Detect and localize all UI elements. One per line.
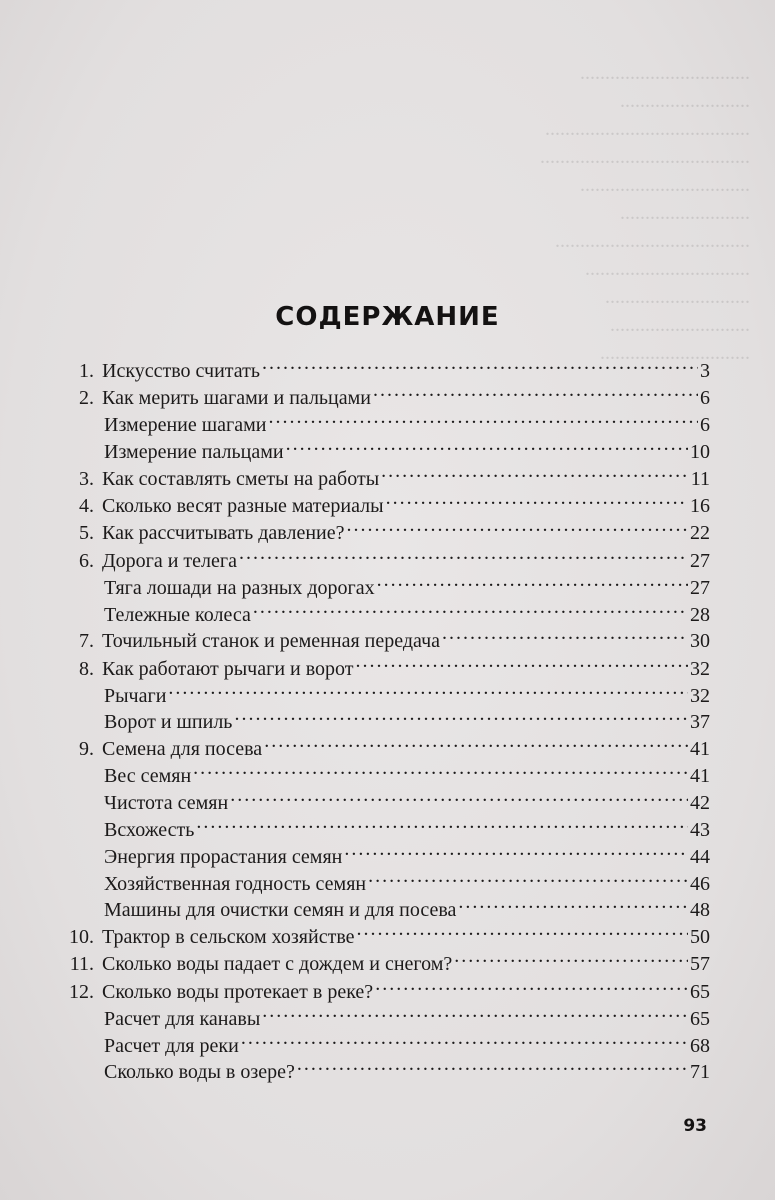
page-number: 93 bbox=[683, 1116, 707, 1136]
dot-leader bbox=[268, 404, 698, 431]
toc-entry-page: 22 bbox=[690, 522, 710, 545]
dot-leader bbox=[262, 998, 688, 1025]
toc-entry-number: 4. bbox=[79, 495, 94, 518]
toc-entry-page: 30 bbox=[690, 630, 710, 653]
toc-subentry-title: Сколько воды в озере? bbox=[104, 1061, 295, 1084]
toc-subentry bbox=[104, 755, 710, 788]
dot-leader bbox=[196, 809, 688, 836]
toc-subentry-page: 44 bbox=[690, 845, 710, 868]
toc-entry-page: 3 bbox=[700, 360, 710, 382]
toc-entry-title: Точильный станок и ременная передача bbox=[102, 630, 441, 653]
toc-entry-title: Трактор в сельском хозяйстве bbox=[102, 926, 355, 949]
dot-leader bbox=[253, 594, 688, 621]
toc-subentry-page: 6 bbox=[700, 414, 710, 437]
toc-subentry bbox=[104, 675, 710, 707]
toc-entry-title: Сколько весят разные материалы bbox=[102, 495, 384, 518]
dot-leader bbox=[375, 971, 688, 998]
toc-subentry-page: 42 bbox=[690, 792, 710, 815]
dot-leader bbox=[262, 350, 698, 377]
toc-entry-title: Как мерить шагами и пальцами bbox=[102, 387, 371, 410]
toc-entry-number: 7. bbox=[79, 630, 94, 653]
toc-entry-number: 3. bbox=[79, 467, 94, 490]
table-of-contents bbox=[60, 350, 710, 1084]
toc-entry-page: 65 bbox=[690, 980, 710, 1003]
toc-entry-number: 2. bbox=[79, 387, 94, 410]
toc-subentry-page: 71 bbox=[690, 1061, 710, 1084]
toc-subentry-title: Машины для очистки семян и для посева bbox=[104, 899, 457, 922]
dot-leader bbox=[357, 916, 688, 943]
toc-subentry-page: 46 bbox=[690, 872, 710, 895]
toc-subentry-page: 65 bbox=[690, 1007, 710, 1030]
toc-subentry-title: Тележные колеса bbox=[104, 603, 251, 626]
dot-leader bbox=[368, 863, 688, 890]
toc-entry-title: Искусство считать bbox=[102, 360, 260, 382]
dot-leader bbox=[356, 648, 688, 675]
toc-entry-page: 57 bbox=[690, 953, 710, 976]
toc-entry-title: Как составлять сметы на работы bbox=[102, 467, 380, 490]
dot-leader bbox=[241, 1025, 688, 1052]
dot-leader bbox=[168, 675, 688, 702]
toc-subentry-page: 32 bbox=[690, 684, 710, 707]
dot-leader bbox=[264, 728, 688, 755]
dot-leader bbox=[286, 431, 688, 458]
toc-entry-number: 9. bbox=[79, 738, 94, 761]
toc-subentry-title: Расчет для реки bbox=[104, 1034, 239, 1057]
toc-subentry-title: Измерение шагами bbox=[104, 414, 267, 437]
dot-leader bbox=[386, 485, 688, 512]
toc-entry-title: Сколько воды протекает в реке? bbox=[102, 980, 374, 1003]
toc-entry-number: 8. bbox=[79, 657, 94, 680]
toc-subentry-title: Энергия прорастания семян bbox=[104, 845, 343, 868]
toc-subentry-title: Хозяйственная годность семян bbox=[104, 872, 367, 895]
dot-leader bbox=[377, 567, 688, 594]
dot-leader bbox=[458, 889, 688, 916]
toc-entry-page: 11 bbox=[690, 467, 710, 490]
toc-entry-number: 6. bbox=[79, 549, 94, 572]
dot-leader bbox=[442, 620, 688, 647]
toc-entry-number: 5. bbox=[79, 522, 94, 545]
dot-leader bbox=[297, 1051, 688, 1078]
toc-entry-page: 16 bbox=[690, 495, 710, 518]
toc-entry-number: 12. bbox=[69, 980, 94, 1003]
toc-subentry-title: Всхожесть bbox=[104, 819, 195, 842]
toc-entry-number: 10. bbox=[69, 926, 94, 949]
toc-subentry-page: 10 bbox=[690, 441, 710, 464]
dot-leader bbox=[454, 943, 688, 970]
dot-leader bbox=[239, 540, 688, 567]
toc-subentry-page: 37 bbox=[690, 711, 710, 734]
dot-leader bbox=[344, 836, 688, 863]
toc-entry-number: 1. bbox=[79, 360, 94, 382]
dot-leader bbox=[381, 458, 689, 485]
toc-subentry-title: Ворот и шпиль bbox=[104, 711, 233, 734]
toc-entry bbox=[60, 350, 710, 382]
toc-subentry-title: Рычаги bbox=[104, 684, 167, 707]
dot-leader bbox=[347, 512, 689, 539]
toc-entry-title: Семена для посева bbox=[102, 738, 263, 761]
toc-subentry-page: 43 bbox=[690, 819, 710, 842]
dot-leader bbox=[373, 377, 698, 404]
toc-subentry-page: 27 bbox=[690, 576, 710, 599]
toc-entry-number: 11. bbox=[69, 953, 94, 976]
toc-entry-title: Дорога и телега bbox=[102, 549, 237, 572]
toc-subentry-title: Тяга лошади на разных дорогах bbox=[104, 576, 375, 599]
toc-entry-page: 41 bbox=[690, 738, 710, 761]
toc-subentry-page: 28 bbox=[690, 603, 710, 626]
page-title: СОДЕРЖАНИЕ bbox=[275, 302, 500, 332]
toc-subentry-title: Измерение пальцами bbox=[104, 441, 284, 464]
toc-subentry bbox=[104, 782, 710, 815]
toc-entry-title: Как рассчитывать давление? bbox=[102, 522, 345, 545]
toc-entry-page: 32 bbox=[690, 657, 710, 680]
toc-entry-title: Как работают рычаги и ворот bbox=[102, 657, 354, 680]
toc-subentry-page: 68 bbox=[690, 1034, 710, 1057]
toc-subentry-page: 41 bbox=[690, 765, 710, 788]
show-through-text: .................................. .......................... ......................................... .......................................... .................................. .......................... ....................................... ................................. ............................. ............................ .............................. bbox=[540, 62, 750, 360]
toc-entry-page: 27 bbox=[690, 549, 710, 572]
toc-subentry-title: Расчет для канавы bbox=[104, 1007, 261, 1030]
toc-subentry bbox=[104, 701, 710, 734]
toc-subentry-title: Вес семян bbox=[104, 765, 192, 788]
toc-subentry bbox=[104, 836, 710, 868]
toc-entry-page: 6 bbox=[700, 387, 710, 410]
dot-leader bbox=[230, 782, 688, 809]
toc-entry-page: 50 bbox=[690, 926, 710, 949]
dot-leader bbox=[193, 755, 688, 782]
toc-subentry-page: 48 bbox=[690, 899, 710, 922]
dot-leader bbox=[234, 701, 688, 728]
toc-subentry-title: Чистота семян bbox=[104, 792, 229, 815]
toc-entry-title: Сколько воды падает с дождем и снегом? bbox=[102, 953, 453, 976]
